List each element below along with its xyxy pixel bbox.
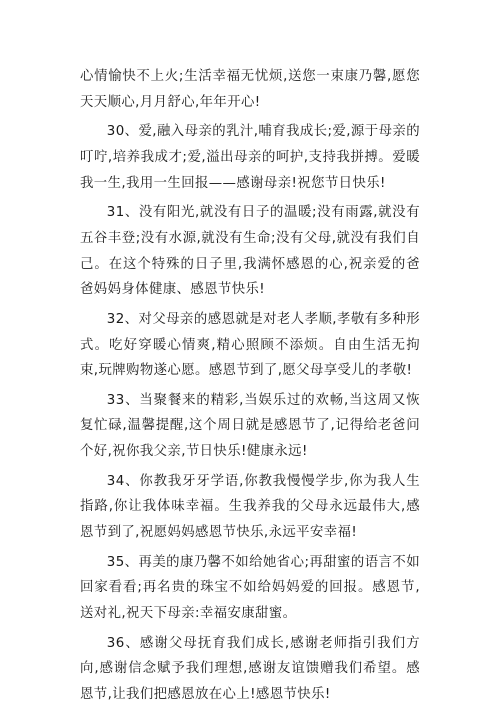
document-page [80, 64, 420, 712]
paragraph-30: 30、爱,融入母亲的乳汁,哺育我成长;爱,源于母亲的叮咛,培养我成才;爱,溢出母亲的呵护,支持我拼搏。爱暖我一生,我用一生回报——感谢母亲!祝您节日快乐! [80, 124, 420, 191]
paragraph-35: 35、再美的康乃馨不如给她省心;再甜蜜的语言不如回家看看;再名贵的珠宝不如给妈妈爱的回报。感恩节,送对礼,祝天下母亲:幸福安康甜蜜。 [80, 554, 420, 621]
paragraph-36: 36、感谢父母抚育我们成长,感谢老师指引我们方向,感谢信念赋予我们理想,感谢友谊馈赠我们希望。感恩节,让我们把感恩放在心上!感恩节快乐! [80, 635, 420, 702]
paragraph-33: 33、当聚餐来的精彩,当娱乐过的欢畅,当这周又恢复忙碌,温馨提醒,这个周日就是感恩节了,记得给老爸问个好,祝你我父亲,节日快乐!健康永远! [80, 392, 420, 460]
paragraph-continued: 心情愉快不上火;生活幸福无忧烦,送您一束康乃馨,愿您天天顺心,月月舒心,年年开心! [80, 69, 420, 110]
paragraph-31: 31、没有阳光,就没有日子的温暖;没有雨露,就没有五谷丰登;没有水源,就没有生命;没有父母,就没有我们自己。在这个特殊的日子里,我满怀感恩的心,祝亲爱的爸爸妈妈身体健康、感恩节快乐! [80, 205, 420, 298]
paragraph-32: 32、对父母亲的感恩就是对老人孝顺,孝敬有多种形式。吃好穿暖心情爽,精心照顾不添烦。自由生活无拘束,玩牌购物遂心愿。感恩节到了,愿父母享受儿的孝敬! [80, 311, 420, 379]
paragraph-34: 34、你教我牙牙学语,你教我慢慢学步,你为我人生指路,你让我体味幸福。生我养我的父母永远最伟大,感恩节到了,祝愿妈妈感恩节快乐,永远平安幸福! [80, 473, 420, 541]
